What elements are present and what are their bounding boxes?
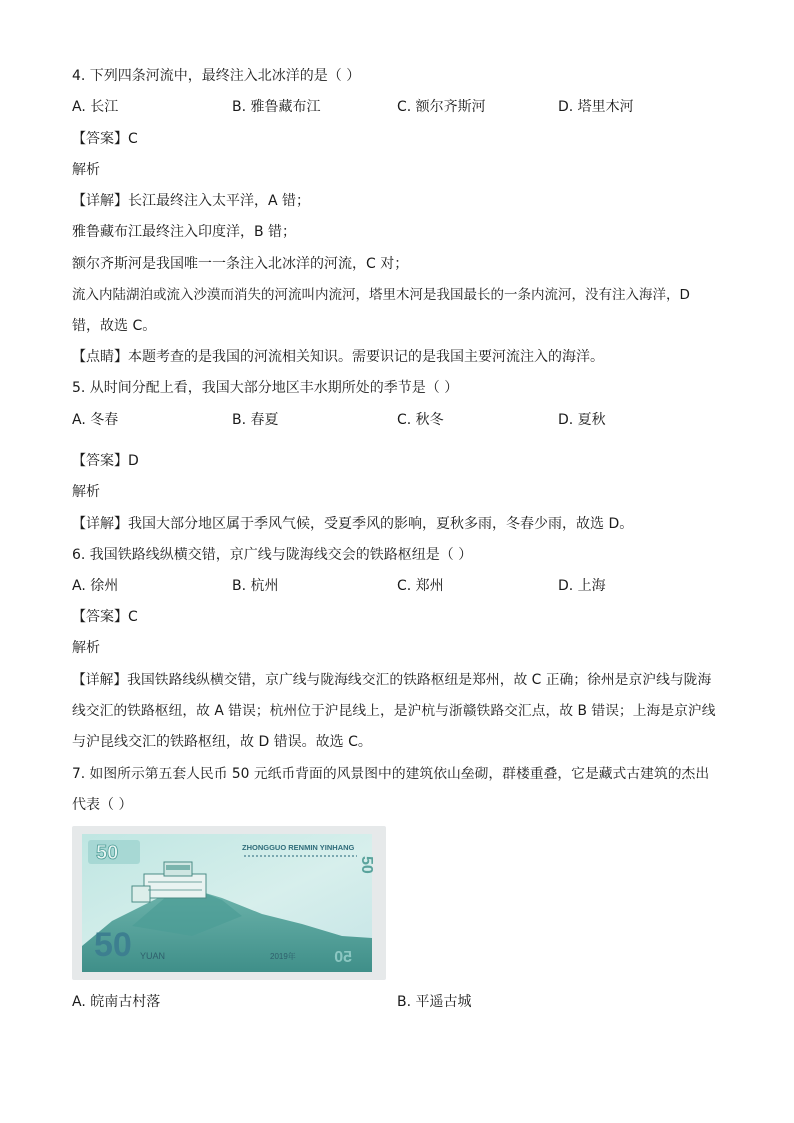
q6-analysis-heading: 解析 <box>72 640 100 656</box>
q5-detail-line: 【详解】我国大部分地区属于季风气候，受夏季风的影响，夏秋多雨，冬春少雨，故选 D。 <box>72 516 634 532</box>
q5-option-a: A. 冬春 <box>72 412 119 428</box>
q6-option-b: B. 杭州 <box>232 578 279 594</box>
q4-answer: 【答案】C <box>72 131 138 147</box>
q4-option-d: D. 塔里木河 <box>558 99 634 115</box>
q6-answer: 【答案】C <box>72 609 138 625</box>
q4-comment: 【点睛】本题考查的是我国的河流相关知识。需要识记的是我国主要河流注入的海洋。 <box>72 349 604 365</box>
q4-option-c: C. 额尔齐斯河 <box>397 99 486 115</box>
banknote-bank-name: ZHONGGUO RENMIN YINHANG <box>242 843 355 852</box>
q7-question-line: 代表（ ） <box>72 797 133 813</box>
q4-option-a: A. 长江 <box>72 99 119 115</box>
banknote-denomination-badge: 50 <box>96 842 119 864</box>
q4-analysis-heading: 解析 <box>72 162 100 178</box>
q4-detail-line: 错，故选 C。 <box>72 318 157 334</box>
q5-option-d: D. 夏秋 <box>558 412 606 428</box>
q5-analysis-heading: 解析 <box>72 484 100 500</box>
q5-option-b: B. 春夏 <box>232 412 279 428</box>
banknote-denomination-large: 50 <box>94 926 132 964</box>
q6-question: 6. 我国铁路线纵横交错，京广线与陇海线交会的铁路枢纽是（ ） <box>72 547 473 563</box>
q4-detail-line: 流入内陆湖泊或流入沙漠而消失的河流叫内流河，塔里木河是我国最长的一条内流河，没有注入海洋，D <box>72 287 690 303</box>
q6-detail-line: 【详解】我国铁路线纵横交错，京广线与陇海线交汇的铁路枢纽是郑州，故 C 正确；徐州是京沪线与陇海 <box>72 672 712 688</box>
banknote-image <box>72 826 386 980</box>
banknote-year: 2019年 <box>270 952 296 961</box>
q4-detail-line: 【详解】长江最终注入太平洋，A 错； <box>72 193 311 209</box>
q5-option-c: C. 秋冬 <box>397 412 444 428</box>
q6-detail-line: 与沪昆线交汇的铁路枢纽，故 D 错误。故选 C。 <box>72 734 372 750</box>
banknote-watermark: 50 <box>334 949 352 966</box>
q4-question: 4. 下列四条河流中，最终注入北冰洋的是（ ） <box>72 68 361 84</box>
q4-option-b: B. 雅鲁藏布江 <box>232 99 321 115</box>
q6-option-a: A. 徐州 <box>72 578 119 594</box>
q5-question: 5. 从时间分配上看，我国大部分地区丰水期所处的季节是（ ） <box>72 380 459 396</box>
q7-option-b: B. 平遥古城 <box>397 994 472 1010</box>
banknote-currency: YUAN <box>140 951 166 961</box>
q6-option-d: D. 上海 <box>558 578 606 594</box>
q7-option-a: A. 皖南古村落 <box>72 994 161 1010</box>
q6-detail-line: 线交汇的铁路枢纽，故 A 错误；杭州位于沪昆线上，是沪杭与浙赣铁路交汇点，故 B 错误；上海是京沪线 <box>72 703 716 719</box>
q4-detail-line: 雅鲁藏布江最终注入印度洋，B 错； <box>72 224 297 240</box>
q6-option-c: C. 郑州 <box>397 578 444 594</box>
q7-question-line: 7. 如图所示第五套人民币 50 元纸币背面的风景图中的建筑依山垒砌，群楼重叠，它是藏式古建筑的杰出 <box>72 766 710 782</box>
q4-detail-line: 额尔齐斯河是我国唯一一条注入北冰洋的河流，C 对； <box>72 256 409 272</box>
banknote-denomination-vertical: 50 <box>358 856 375 874</box>
q5-answer: 【答案】D <box>72 453 139 469</box>
